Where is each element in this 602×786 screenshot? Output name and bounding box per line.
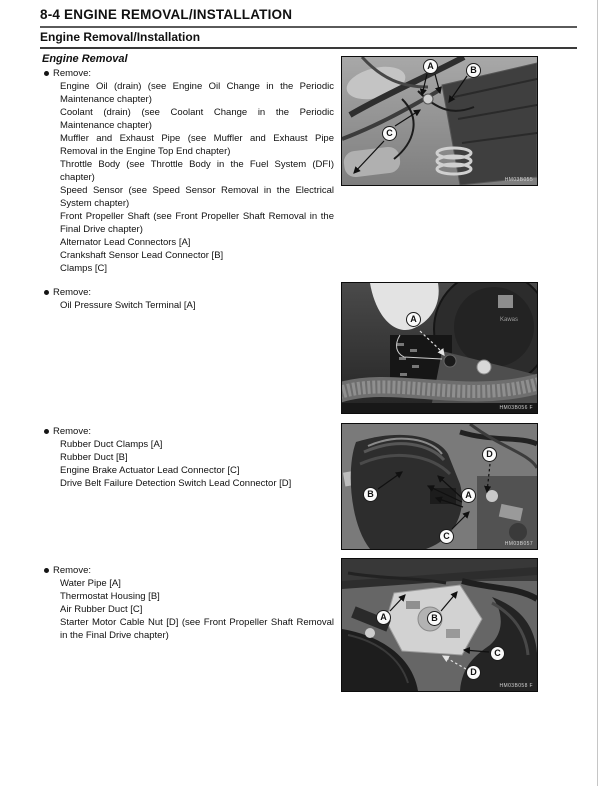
photo-watermark: HM03B055	[504, 177, 533, 183]
photo-watermark: HM03B058 F	[499, 683, 533, 689]
remove-label: Remove:	[53, 565, 92, 576]
remove-label: Remove:	[53, 426, 92, 437]
photo-alternator-leads	[341, 56, 538, 186]
callout-a: A	[461, 488, 476, 503]
engine-photo-art	[342, 57, 537, 185]
callout-c: C	[382, 126, 397, 141]
remove-item: Crankshaft Sensor Lead Connector [B]	[60, 250, 224, 261]
remove-item: Speed Sensor (see Speed Sensor Removal in the Electrical System chapter)	[60, 185, 334, 209]
remove-item: Clamps [C]	[60, 263, 107, 274]
callout-d: D	[482, 447, 497, 462]
section-title: Engine Removal/Installation	[40, 30, 201, 44]
remove-section-3	[44, 425, 336, 490]
photo-watermark: HM03B056 F	[499, 405, 533, 411]
callout-b: B	[363, 487, 378, 502]
bullet-icon	[44, 290, 49, 295]
bullet-icon	[44, 71, 49, 76]
callout-b: B	[466, 63, 481, 78]
remove-label: Remove:	[53, 68, 92, 79]
page-header: 8-4 ENGINE REMOVAL/INSTALLATION	[40, 7, 293, 22]
remove-item: Thermostat Housing [B]	[60, 591, 160, 602]
callout-b: B	[427, 611, 442, 626]
remove-header	[44, 286, 336, 299]
bullet-icon	[44, 568, 49, 573]
page-edge-line	[597, 0, 598, 786]
remove-item: Front Propeller Shaft (see Front Propeller Shaft Removal in the Final Drive chapter)	[60, 211, 334, 235]
remove-item: Engine Brake Actuator Lead Connector [C]	[60, 465, 240, 476]
photo-oil-pressure-switch	[341, 282, 538, 414]
kawasaki-logo-text: Kawas	[500, 317, 519, 323]
photo-watermark: HM03B057	[504, 541, 533, 547]
remove-item: Oil Pressure Switch Terminal [A]	[60, 300, 196, 311]
remove-item: Air Rubber Duct [C]	[60, 604, 143, 615]
remove-section-2	[44, 286, 336, 312]
callout-a: A	[406, 312, 421, 327]
remove-item: Starter Motor Cable Nut [D] (see Front Propeller Shaft Removal in the Final Drive chapter)	[60, 617, 334, 641]
remove-item: Drive Belt Failure Detection Switch Lead Connector [D]	[60, 478, 292, 489]
remove-label: Remove:	[53, 287, 92, 298]
remove-item: Coolant (drain) (see Coolant Change in the Periodic Maintenance chapter)	[60, 107, 334, 131]
header-rule	[40, 26, 577, 28]
remove-item: Rubber Duct Clamps [A]	[60, 439, 163, 450]
photo-thermostat-housing	[341, 558, 538, 692]
remove-header	[44, 425, 336, 438]
photo-rubber-duct	[341, 423, 538, 550]
section-rule	[40, 47, 577, 49]
callout-d: D	[466, 665, 481, 680]
remove-header	[44, 564, 336, 577]
callout-a: A	[423, 59, 438, 74]
callout-a: A	[376, 610, 391, 625]
remove-item: Muffler and Exhaust Pipe (see Muffler and Exhaust Pipe Removal in the Engine Top End chapter)	[60, 133, 334, 157]
remove-item: Throttle Body (see Throttle Body in the Fuel System (DFI) chapter)	[60, 159, 334, 183]
engine-photo-art	[342, 559, 537, 691]
remove-item: Engine Oil (drain) (see Engine Oil Change in the Periodic Maintenance chapter)	[60, 81, 334, 105]
remove-item: Rubber Duct [B]	[60, 452, 128, 463]
subsection-title: Engine Removal	[42, 53, 128, 65]
engine-photo-art	[342, 283, 537, 413]
remove-section-4	[44, 564, 336, 642]
bullet-icon	[44, 429, 49, 434]
callout-c: C	[439, 529, 454, 544]
remove-item: Alternator Lead Connectors [A]	[60, 237, 191, 248]
remove-header	[44, 67, 336, 80]
remove-section-1	[44, 67, 336, 275]
remove-item: Water Pipe [A]	[60, 578, 121, 589]
callout-c: C	[490, 646, 505, 661]
